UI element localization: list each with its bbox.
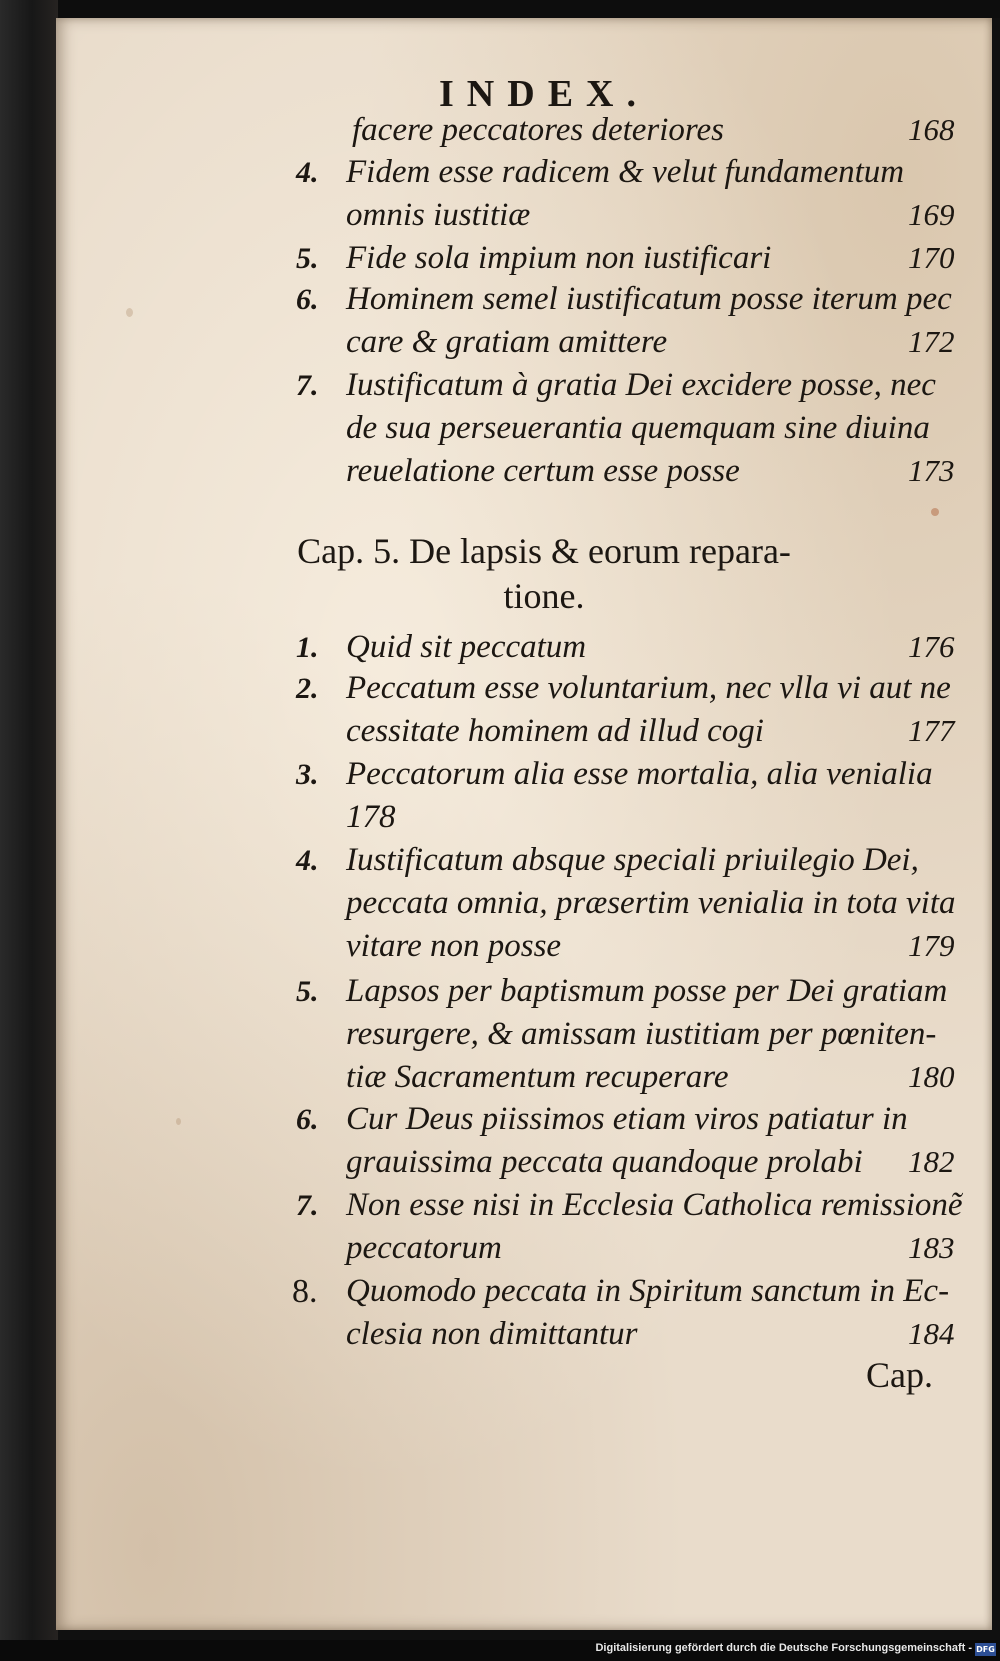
entry-page: 180 <box>908 1059 955 1094</box>
entry-number: 5. <box>296 975 319 1008</box>
entry-page: 172 <box>908 324 955 359</box>
entry-line: vitare non posse <box>346 928 562 964</box>
entry-number: 6. <box>296 1103 319 1136</box>
entry-line: 178 <box>346 799 396 835</box>
running-header: INDEX. <box>439 73 649 115</box>
entry-line: facere peccatores deteriores <box>352 112 725 148</box>
entry-number: 4. <box>296 156 319 189</box>
entry-page: 173 <box>908 453 955 488</box>
entry-page: 182 <box>908 1144 955 1179</box>
entry-line: Peccatum esse voluntarium, nec vlla vi aut ne <box>346 670 951 706</box>
entry-page: 179 <box>908 928 955 963</box>
entry-line: Hominem semel iustificatum posse iterum pec <box>346 281 952 317</box>
entry-page: 184 <box>908 1316 955 1351</box>
entry-page: 177 <box>908 713 955 748</box>
entry-line: Non esse nisi in Ecclesia Catholica remissionẽ <box>346 1187 963 1223</box>
book-page <box>56 18 992 1630</box>
entry-line: Cur Deus piissimos etiam viros patiatur in <box>346 1101 908 1137</box>
entry-number: 4. <box>296 844 319 877</box>
entry-page: 170 <box>908 240 955 275</box>
entry-number: 6. <box>296 283 319 316</box>
entry-number: 7. <box>296 369 319 402</box>
entry-page: 169 <box>908 197 955 232</box>
paper-stain <box>931 508 939 516</box>
paper-stain <box>176 1118 181 1125</box>
entry-line: care & gratiam amittere <box>346 324 668 360</box>
entry-page: 168 <box>908 112 955 147</box>
entry-number: 7. <box>296 1189 319 1222</box>
entry-line: grauissima peccata quandoque prolabi <box>346 1144 863 1180</box>
entry-number: 2. <box>296 672 319 705</box>
entry-line: Fide sola impium non iustificari <box>346 240 772 276</box>
dfg-logo: DFG <box>976 1645 995 1654</box>
entry-line: resurgere, & amissam iustitiam per pœniten- <box>346 1016 937 1052</box>
entry-page: 183 <box>908 1230 955 1265</box>
entry-line: omnis iustitiæ <box>346 197 531 233</box>
entry-line: de sua perseuerantia quemquam sine diuina <box>346 410 930 446</box>
entry-number: 5. <box>296 242 319 275</box>
entry-line: cessitate hominem ad illud cogi <box>346 713 764 749</box>
entry-line: tiæ Sacramentum recuperare <box>346 1059 729 1095</box>
book-binding-edge <box>0 0 58 1661</box>
entry-line: Fidem esse radicem & velut fundamentum <box>346 154 905 190</box>
entry-number: 8. <box>292 1273 318 1310</box>
entry-line: clesia non dimittantur <box>346 1316 638 1352</box>
entry-number: 1. <box>296 631 319 664</box>
entry-page: 176 <box>908 629 955 664</box>
catchword: Cap. <box>866 1355 933 1395</box>
chapter-heading-continued: tione. <box>503 576 585 616</box>
entry-line: Peccatorum alia esse mortalia, alia venialia <box>346 756 933 792</box>
scan-top-edge <box>0 0 1000 18</box>
paper-stain <box>126 308 133 317</box>
entry-number: 3. <box>296 758 319 791</box>
entry-line: Quomodo peccata in Spiritum sanctum in Ec- <box>346 1273 950 1309</box>
entry-line: peccata omnia, præsertim venialia in tota vita <box>346 885 956 921</box>
funding-credit: Digitalisierung gefördert durch die Deutsche Forschungsgemeinschaft - <box>595 1642 972 1654</box>
entry-line: Iustificatum à gratia Dei excidere posse, nec <box>346 367 936 403</box>
entry-line: Quid sit peccatum <box>346 629 587 665</box>
entry-line: Lapsos per baptismum posse per Dei gratiam <box>346 973 948 1009</box>
chapter-heading: Cap. 5. De lapsis & eorum repara- <box>297 531 791 571</box>
entry-line: reuelatione certum esse posse <box>346 453 740 489</box>
entry-line: Iustificatum absque speciali priuilegio Dei, <box>346 842 919 878</box>
entry-line: peccatorum <box>346 1230 502 1266</box>
